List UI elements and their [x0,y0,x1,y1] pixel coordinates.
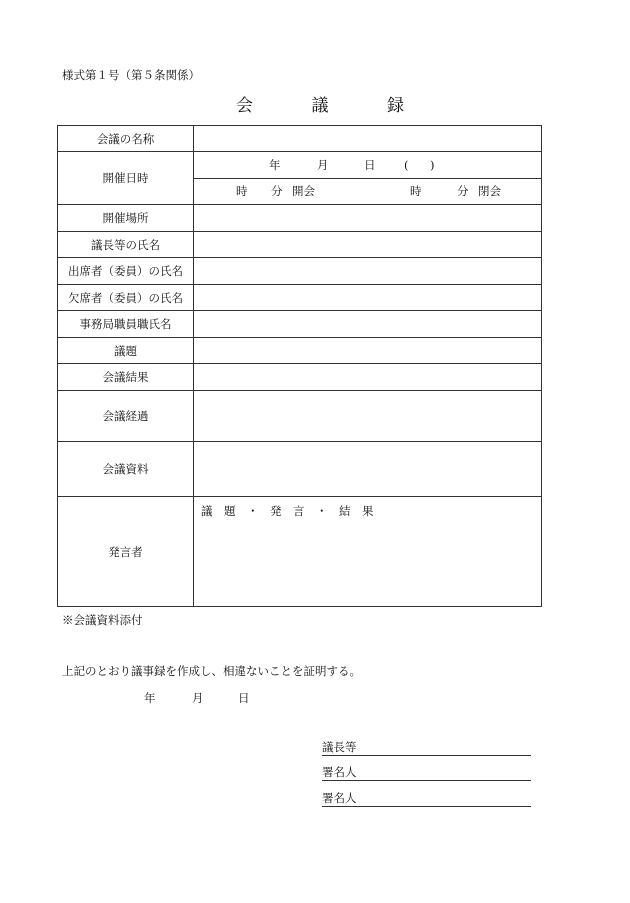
venue-label: 開催場所 [58,205,194,232]
row-agenda [58,338,542,364]
title-char-3: 録 [387,96,404,116]
time-subrow [194,179,541,204]
certification-year: 年 [144,691,156,705]
form-number: 様式第１号（第５条関係） [62,68,200,82]
attendees-field[interactable] [194,258,542,285]
minutes-table [57,125,542,607]
start-hour: 時 [236,184,248,198]
certification-day: 日 [238,691,250,705]
certification-month: 月 [192,691,204,705]
row-chair [58,232,542,258]
agenda-field[interactable] [194,338,542,364]
attachment-note: ※会議資料添付 [62,613,143,627]
speaker-column-heading: 議 題 ・ 発 言 ・ 結 果 [201,504,374,518]
row-venue [58,205,542,232]
venue-field[interactable] [194,205,542,232]
absentees-label: 欠席者（委員）の氏名 [58,285,194,311]
end-minute: 分 [457,184,469,198]
date-paren-close: ) [430,158,435,172]
secretariat-field[interactable] [194,311,542,338]
open-label: 開会 [292,184,315,198]
meeting-name-label: 会議の名称 [58,126,194,152]
proceedings-label: 会議経過 [58,391,194,442]
row-absentees [58,285,542,311]
proceedings-field[interactable] [194,391,542,442]
row-secretariat [58,311,542,338]
result-field[interactable] [194,364,542,391]
signature-line-signatory-1[interactable]: 署名人 [322,765,531,781]
materials-field[interactable] [194,442,542,497]
document-title [236,91,404,116]
row-result [58,364,542,391]
title-char-2: 議 [311,96,329,116]
date-month: 月 [317,158,329,172]
row-datetime [58,152,542,205]
row-proceedings [58,391,542,442]
materials-label: 会議資料 [58,442,194,497]
meeting-name-field[interactable] [194,126,542,152]
row-materials [58,442,542,497]
row-meeting-name [58,126,542,152]
chair-field[interactable] [194,232,542,258]
absentees-field[interactable] [194,285,542,311]
row-attendees [58,258,542,285]
date-subrow [194,153,541,179]
chair-label: 議長等の氏名 [58,232,194,258]
date-year: 年 [269,158,281,172]
speaker-field[interactable] [194,497,542,607]
datetime-label: 開催日時 [58,152,194,205]
agenda-label: 議題 [58,338,194,364]
start-minute: 分 [271,184,283,198]
close-label: 閉会 [478,184,501,198]
speaker-label: 発言者 [58,497,194,607]
result-label: 会議結果 [58,364,194,391]
signature-line-chair[interactable]: 議長等 [322,740,531,756]
secretariat-label: 事務局職員職氏名 [58,311,194,338]
row-speaker [58,497,542,607]
end-hour: 時 [410,184,422,198]
date-day: 日 [364,158,376,172]
signature-line-signatory-2[interactable]: 署名人 [322,791,531,807]
datetime-field[interactable] [194,152,542,205]
attendees-label: 出席者（委員）の氏名 [58,258,194,285]
certification-text: 上記のとおり議事録を作成し、相違ないことを証明する。 [62,664,361,678]
title-char-1: 会 [236,96,253,116]
date-paren-open: ( [404,158,409,172]
